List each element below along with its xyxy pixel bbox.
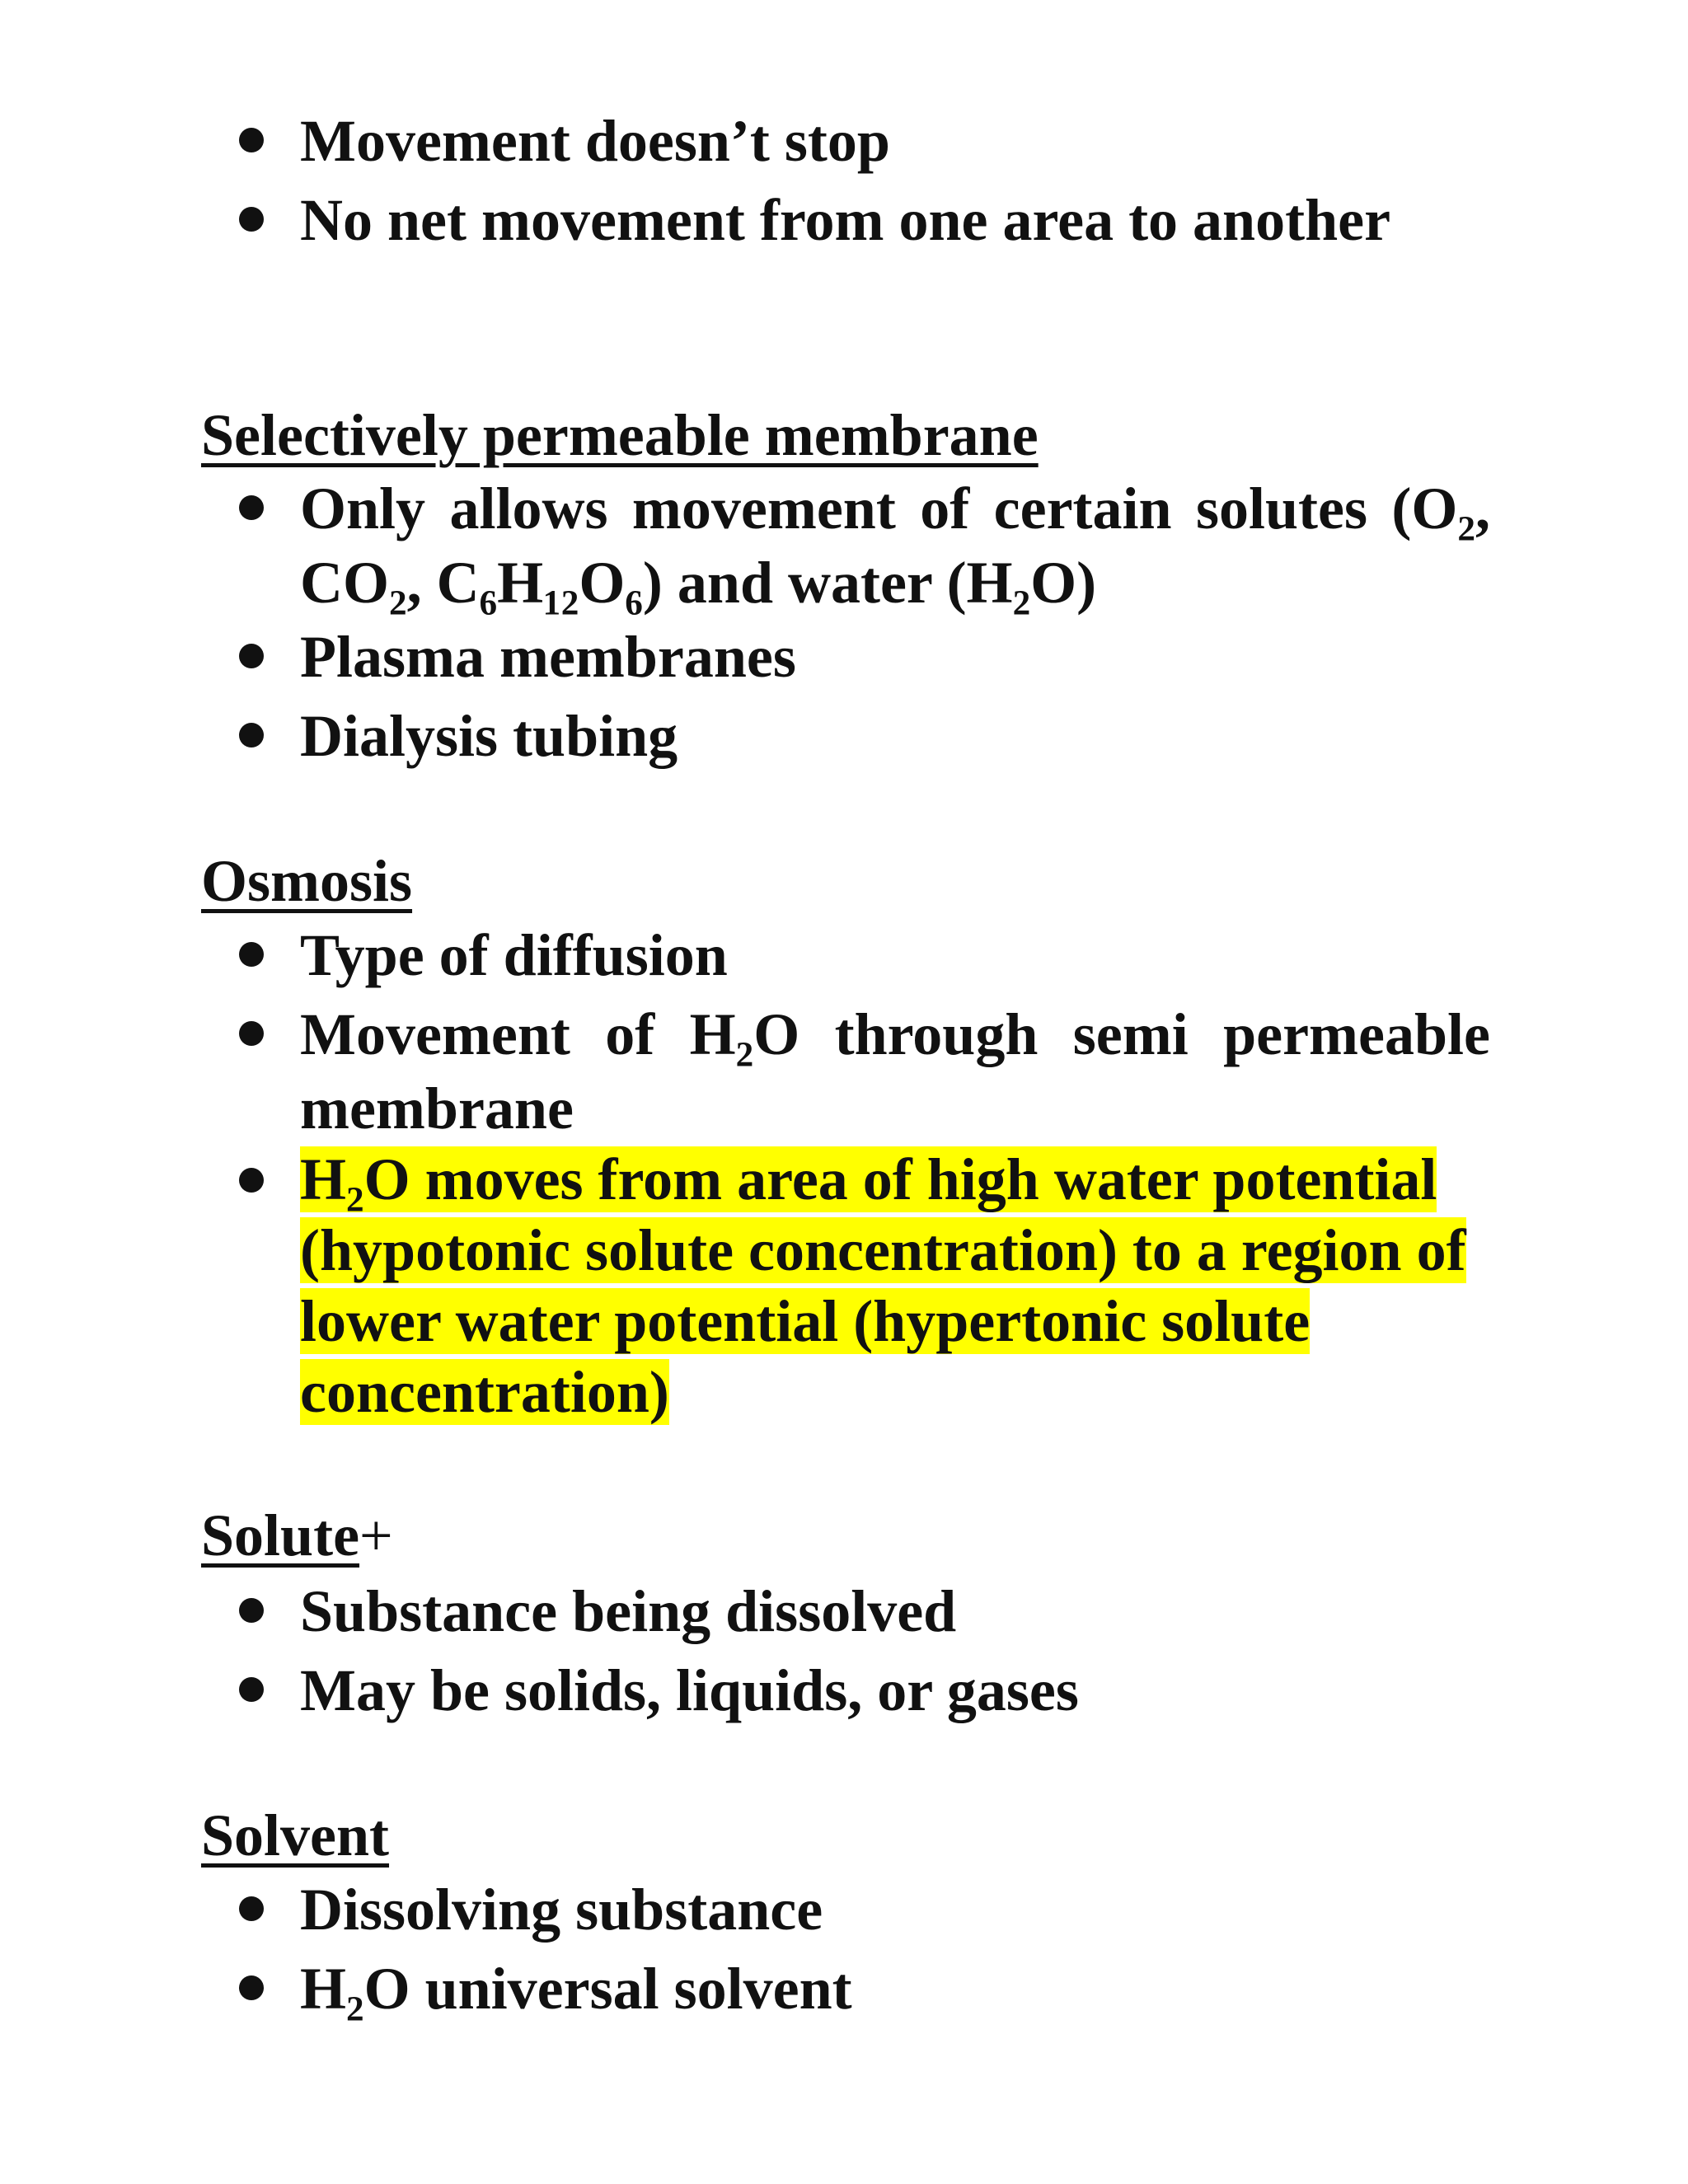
- list-item: [201, 1872, 1490, 1947]
- heading-suffix: +: [359, 1502, 393, 1568]
- list-item-text: Dialysis tubing: [300, 703, 678, 769]
- list-item: [201, 997, 1490, 1146]
- list-item-text: H₂O universal solvent: [300, 1956, 852, 2022]
- list-item-text: Dissolving substance: [300, 1877, 823, 1943]
- bullet-icon: [239, 495, 264, 520]
- list-item: [201, 620, 1490, 694]
- bullet-icon: [239, 128, 264, 152]
- solvent-bullet-list: [201, 1872, 1490, 2026]
- list-item: [201, 1952, 1490, 2026]
- section-heading-osmosis: [201, 844, 412, 918]
- list-item: [201, 699, 1490, 773]
- list-item: [201, 918, 1490, 992]
- section-heading-solvent: [201, 1798, 389, 1872]
- bullet-icon: [239, 1168, 264, 1193]
- list-item-text: Only allows movement of certain solutes (O₂, CO₂, C₆H₁₂O₆) and water (H₂O): [300, 476, 1490, 616]
- membrane-bullet-list: [201, 471, 1490, 773]
- list-item: [201, 1653, 1490, 1727]
- section-heading-solute: [201, 1498, 393, 1572]
- list-item-text: Type of diffusion: [300, 922, 728, 988]
- heading-text: Selectively permeable membrane: [201, 402, 1039, 468]
- list-item-text: H₂O moves from area of high water potential (hypotonic solute concentration) to a region of lower water potential (hypertonic solute concentration): [300, 1146, 1466, 1425]
- list-item-text: Movement of H₂O through semi permeable membrane: [300, 1001, 1490, 1141]
- list-item: [201, 1574, 1490, 1648]
- bullet-icon: [239, 1021, 264, 1046]
- heading-text: Solvent: [201, 1802, 390, 1868]
- bullet-icon: [239, 207, 264, 232]
- bullet-icon: [239, 1975, 264, 2000]
- list-item-text: May be solids, liquids, or gases: [300, 1657, 1079, 1723]
- list-item: [201, 471, 1490, 620]
- bullet-icon: [239, 942, 264, 967]
- heading-text: Solute: [201, 1502, 360, 1568]
- list-item-text: Plasma membranes: [300, 624, 796, 690]
- bullet-icon: [239, 723, 264, 748]
- list-item-text: Movement doesn’t stop: [300, 108, 890, 174]
- bullet-icon: [239, 1677, 264, 1702]
- list-item-highlighted: [201, 1144, 1490, 1427]
- top-bullet-list: [201, 104, 1490, 257]
- bullet-icon: [239, 644, 264, 668]
- solute-bullet-list: [201, 1574, 1490, 1727]
- bullet-icon: [239, 1598, 264, 1623]
- bullet-icon: [239, 1896, 264, 1921]
- heading-text: Osmosis: [201, 848, 413, 914]
- list-item: [201, 104, 1490, 178]
- list-item-text: Substance being dissolved: [300, 1578, 957, 1644]
- osmosis-bullet-list: [201, 918, 1490, 1427]
- section-heading-membrane: [201, 398, 1039, 472]
- list-item-text: No net movement from one area to another: [300, 187, 1391, 253]
- list-item: [201, 183, 1490, 257]
